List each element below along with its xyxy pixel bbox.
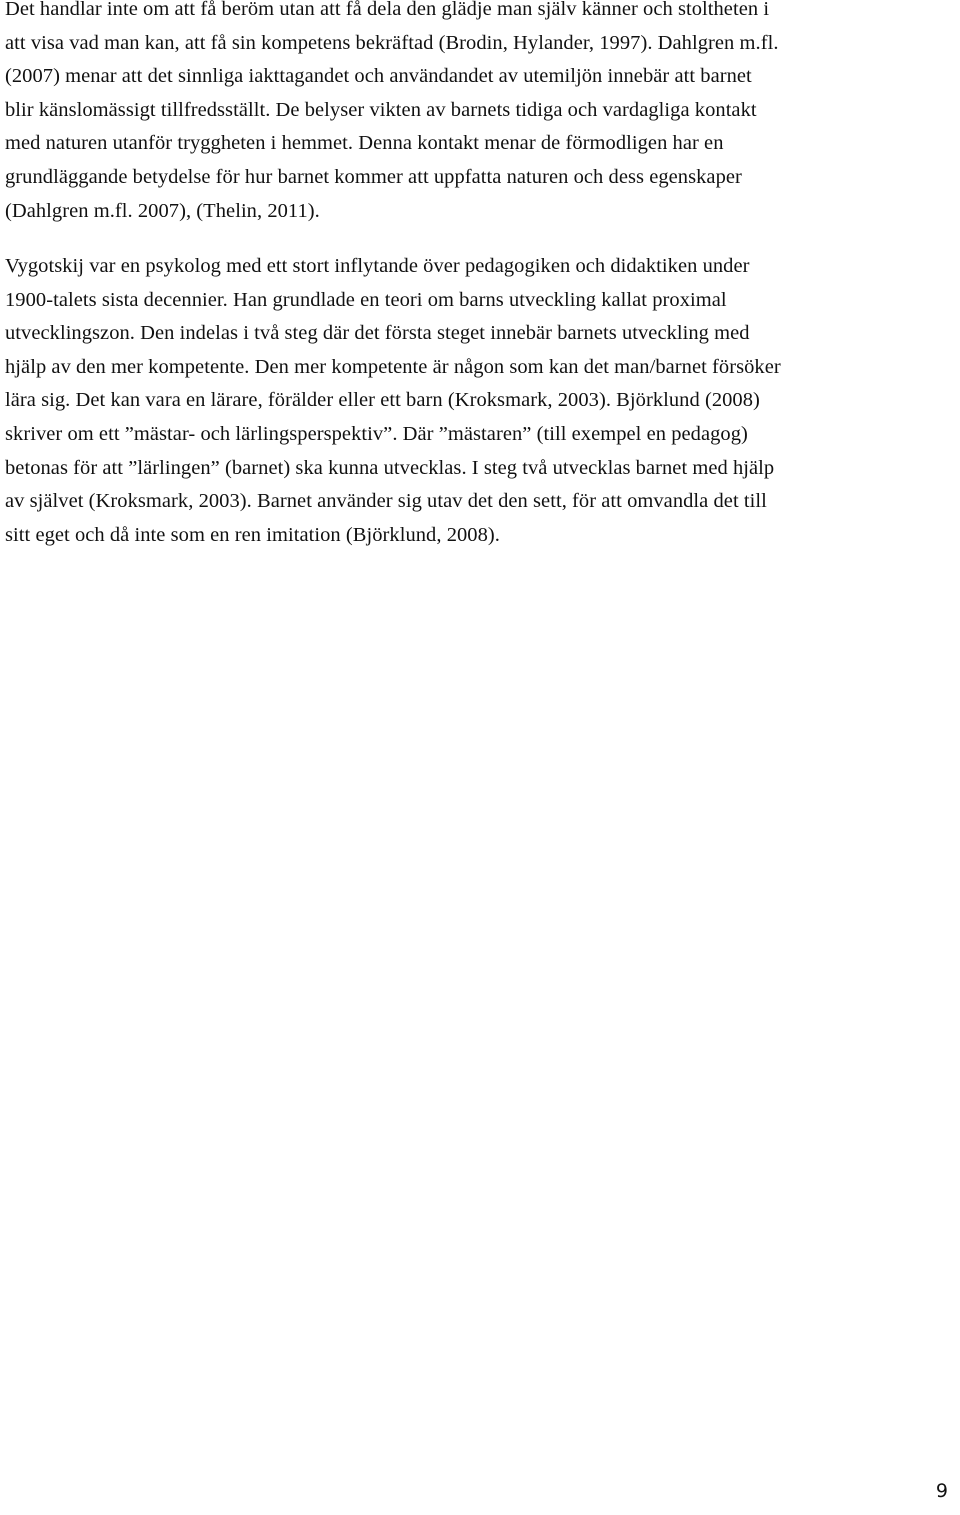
text-line: (2007) menar att det sinnliga iakttagandet och användandet av utemiljön innebär att barnet bbox=[5, 65, 752, 88]
text-line: utvecklingszon. Den indelas i två steg där det första steget innebär barnets utveckling med bbox=[5, 322, 750, 345]
text-line: att visa vad man kan, att få sin kompetens bekräftad (Brodin, Hylander, 1997). Dahlgren m.fl. bbox=[5, 31, 779, 54]
page-number: 9 bbox=[935, 1480, 948, 1502]
paragraph-2 bbox=[5, 250, 945, 552]
text-line: blir känslomässigt tillfredsställt. De belyser vikten av barnets tidiga och vardagliga kontakt bbox=[5, 98, 757, 121]
text-line: lära sig. Det kan vara en lärare, förälder eller ett barn (Kroksmark, 2003). Björklund (2008) bbox=[5, 389, 760, 412]
text-line: betonas för att ”lärlingen” (barnet) ska kunna utvecklas. I steg två utvecklas barnet med hjälp bbox=[5, 456, 775, 479]
text-line: sitt eget och då inte som en ren imitation (Björklund, 2008). bbox=[5, 523, 500, 546]
text-line: av självet (Kroksmark, 2003). Barnet använder sig utav det den sett, för att omvandla det till bbox=[5, 490, 767, 513]
text-line: med naturen utanför tryggheten i hemmet. Denna kontakt menar de förmodligen har en bbox=[5, 132, 724, 155]
text-line: grundläggande betydelse för hur barnet kommer att uppfatta naturen och dess egenskaper bbox=[5, 165, 742, 188]
text-line: Vygotskij var en psykolog med ett stort inflytande över pedagogiken och didaktiken under bbox=[5, 255, 750, 277]
text-line: (Dahlgren m.fl. 2007), (Thelin, 2011). bbox=[5, 199, 320, 222]
text-line: hjälp av den mer kompetente. Den mer kompetente är någon som kan det man/barnet försöker bbox=[5, 355, 781, 378]
text-line: 1900-talets sista decennier. Han grundlade en teori om barns utveckling kallat proximal bbox=[5, 288, 727, 311]
text-line: skriver om ett ”mästar- och lärlingsperspektiv”. Där ”mästaren” (till exempel en pedagog) bbox=[5, 422, 748, 445]
text-line: Det handlar inte om att få beröm utan att få dela den glädje man själv känner och stoltheten i bbox=[5, 0, 770, 20]
paragraph-1 bbox=[5, 0, 945, 228]
